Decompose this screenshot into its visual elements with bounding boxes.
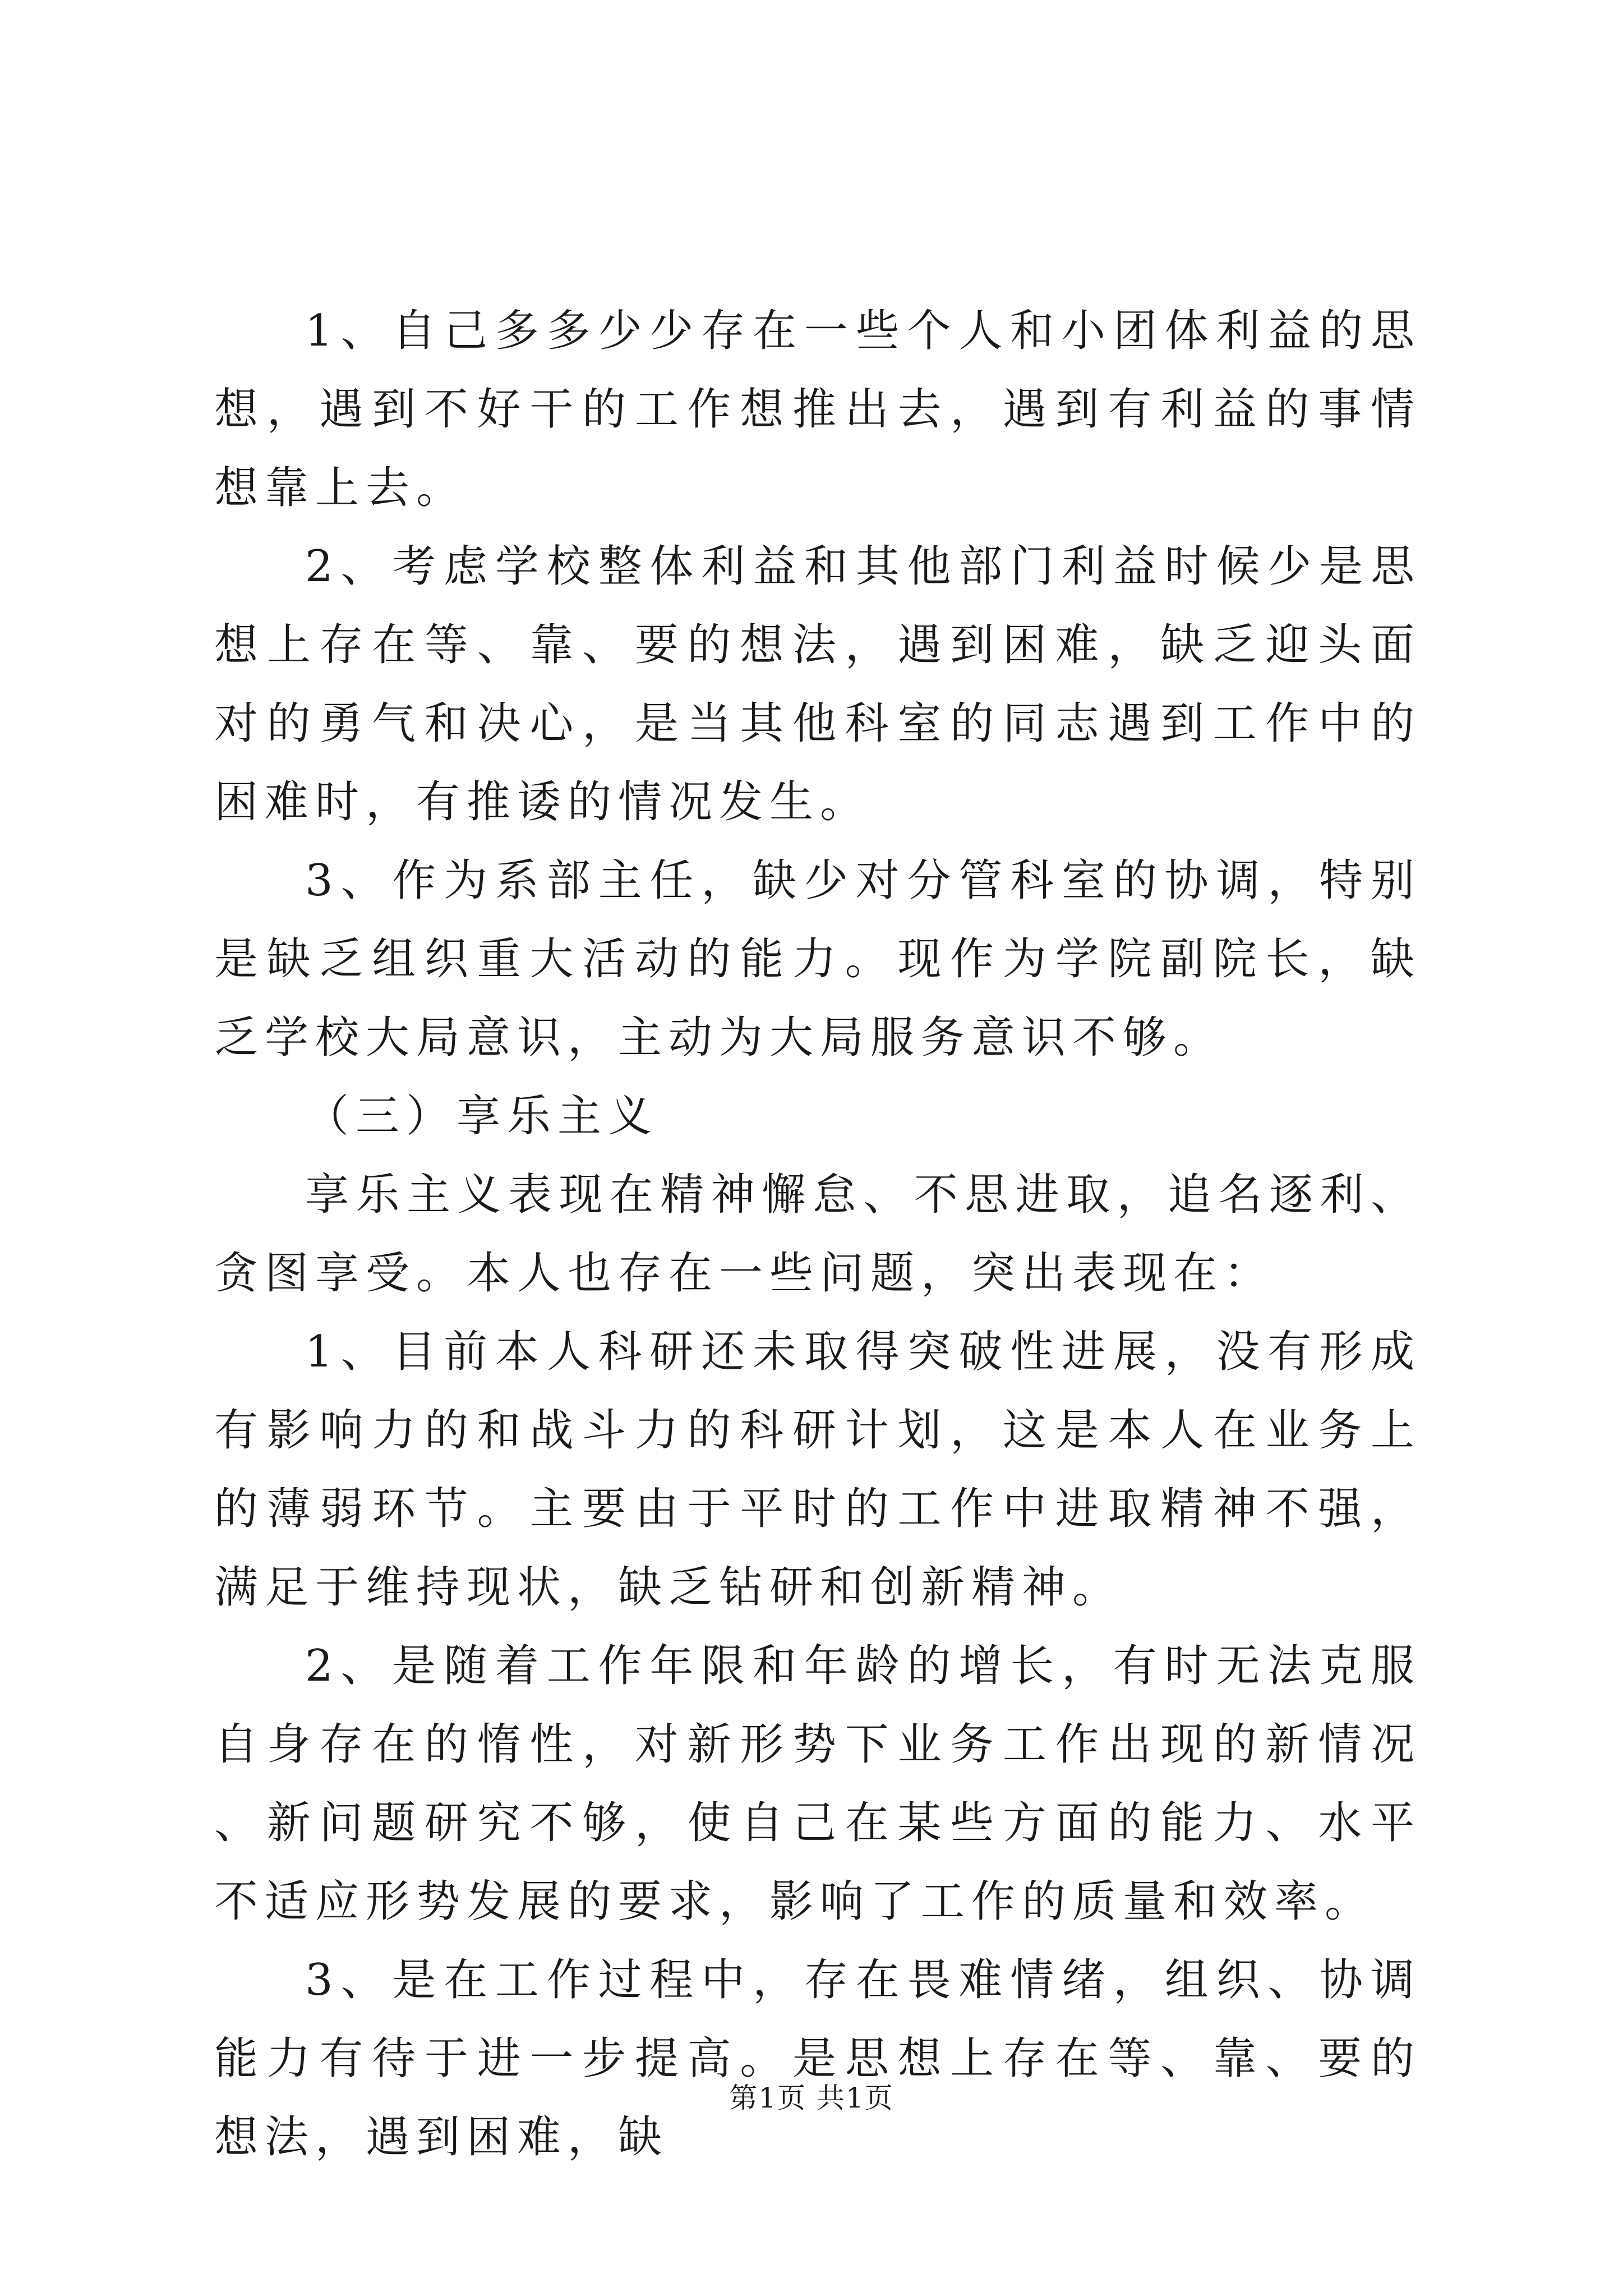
section-heading: （三）享乐主义 [305,1091,659,1142]
document-body [214,292,1421,2177]
paragraph-5: 享乐主义表现在精神懈怠、不思进取，追名逐利、贪图享受。本人也存在一些问题，突出表现在： [214,1170,1421,1299]
paragraph-2: 2、考虑学校整体利益和其他部门利益时候少是思想上存在等、靠、要的想法，遇到困难，缺乏迎头面对的勇气和决心，是当其他科室的同志遇到工作中的困难时，有推诿的情况发生。 [214,541,1421,827]
paragraph-8: 3、是在工作过程中，存在畏难情绪，组织、协调能力有待于进一步提高。是思想上存在等、靠、要的想法，遇到困难，缺 [214,1955,1421,2162]
paragraph-3: 3、作为系部主任，缺少对分管科室的协调，特别是缺乏组织重大活动的能力。现作为学院副院长，缺乏学校大局意识，主动为大局服务意识不够。 [214,855,1421,1063]
paragraph-6: 1、目前本人科研还未取得突破性进展，没有形成有影响力的和战斗力的科研计划，这是本人在业务上的薄弱环节。主要由于平时的工作中进取精神不强，满足于维持现状，缺乏钻研和创新精神。 [214,1327,1421,1613]
paragraph-7: 2、是随着工作年限和年龄的增长，有时无法克服自身存在的惰性，对新形势下业务工作出现的新情况、新问题研究不够，使自己在某些方面的能力、水平不适应形势发展的要求，影响了工作的质量和效率。 [214,1641,1421,1927]
page-number-footer: 第1页 共1页 [729,2082,894,2114]
paragraph-1: 1、自己多多少少存在一些个人和小团体利益的思想，遇到不好干的工作想推出去，遇到有利益的事情想靠上去。 [214,306,1421,513]
